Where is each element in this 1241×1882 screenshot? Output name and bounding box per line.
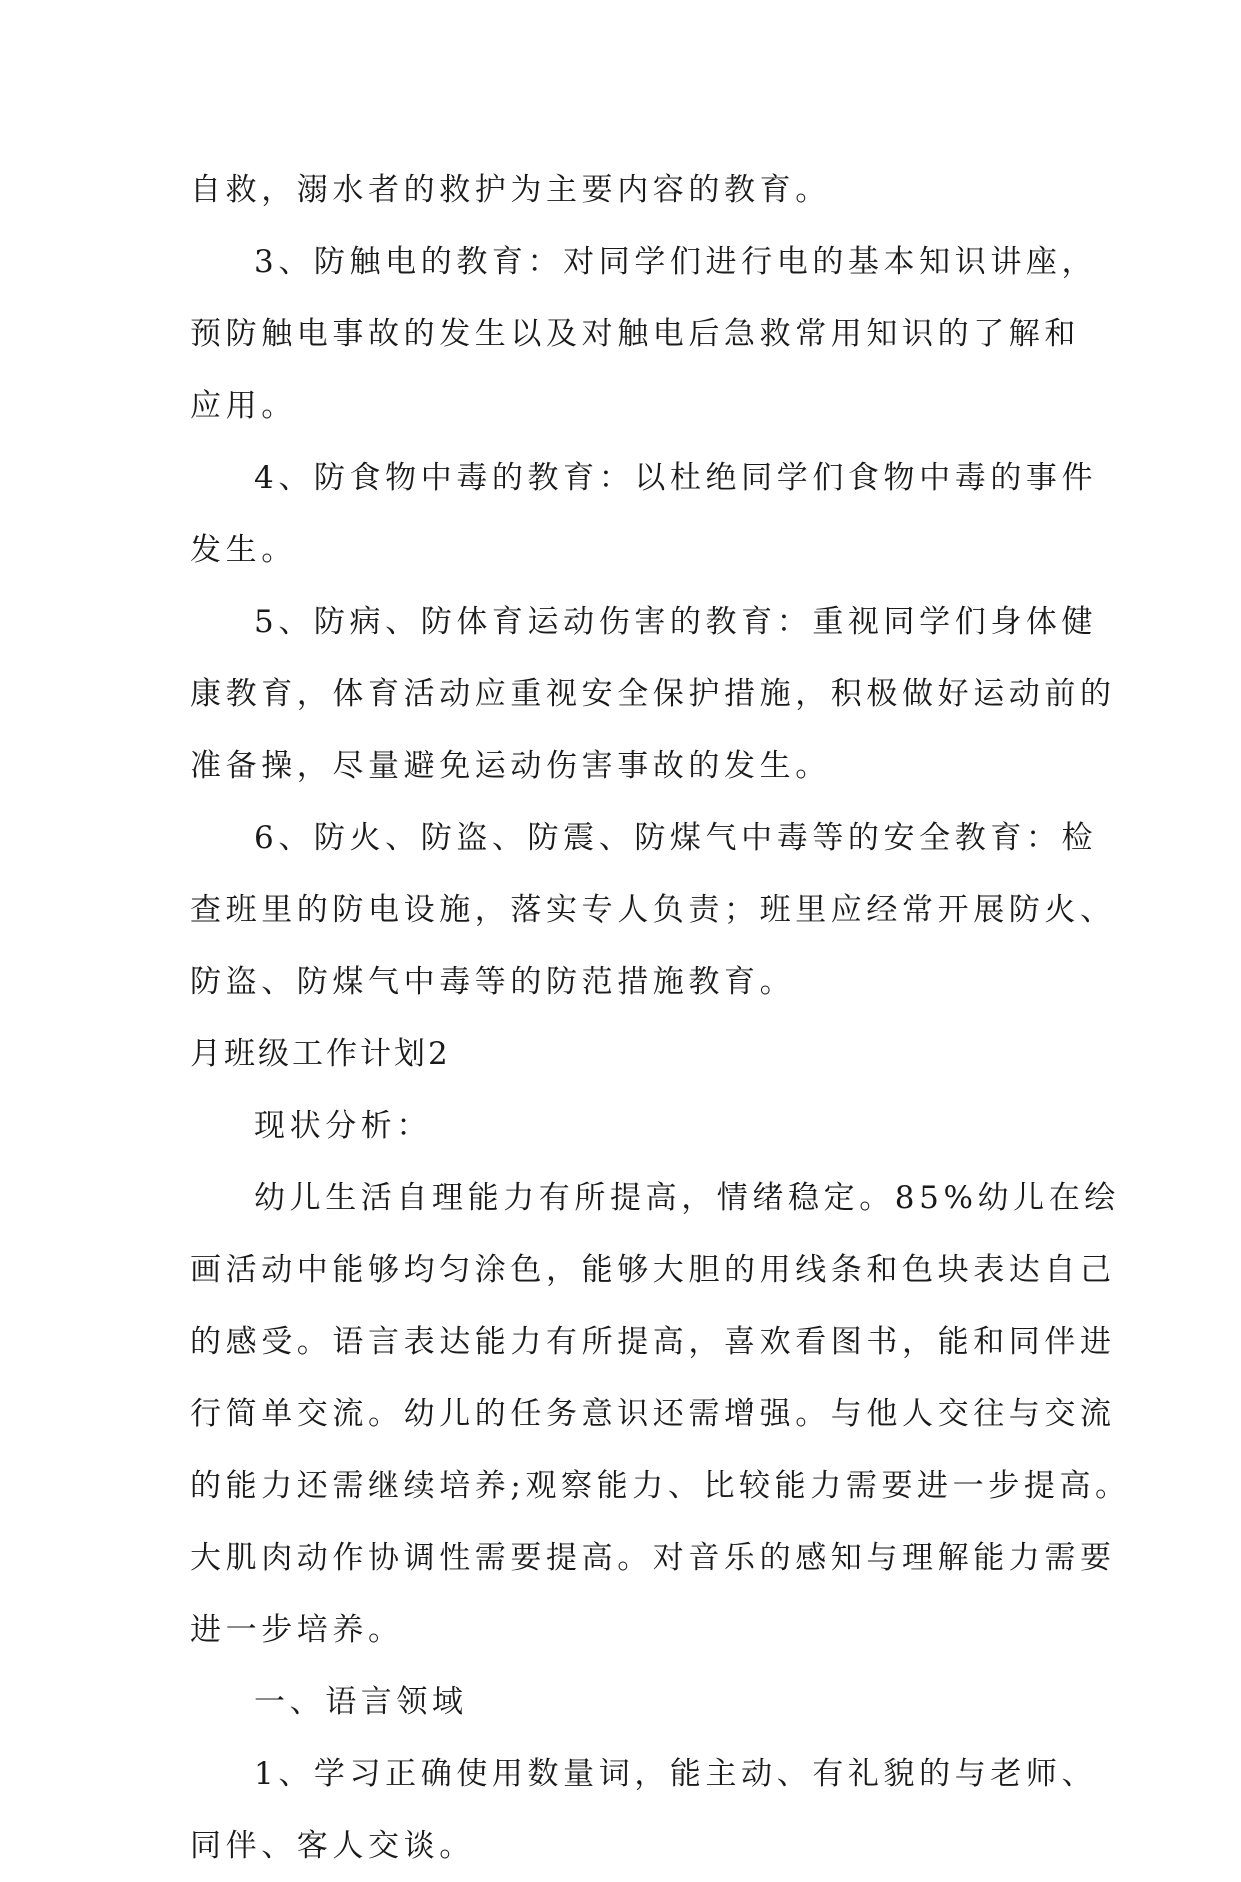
text-line: 康教育，体育活动应重视安全保护措施，积极做好运动前的 xyxy=(190,676,1116,712)
text-line: 5、防病、防体育运动伤害的教育：重视同学们身体健 xyxy=(254,604,1098,640)
text-line: 应用。 xyxy=(190,388,297,424)
text-line: 大肌肉动作协调性需要提高。对音乐的感知与理解能力需要 xyxy=(190,1540,1116,1576)
text-line: 同伴、客人交谈。 xyxy=(190,1828,475,1864)
text-line: 的感受。语言表达能力有所提高，喜欢看图书，能和同伴进 xyxy=(190,1324,1116,1360)
text-line: 查班里的防电设施，落实专人负责；班里应经常开展防火、 xyxy=(190,892,1116,928)
text-line: 幼儿生活自理能力有所提高，情绪稳定。85%幼儿在绘 xyxy=(254,1180,1120,1216)
text-line: 1、学习正确使用数量词，能主动、有礼貌的与老师、 xyxy=(254,1756,1098,1792)
text-line: 发生。 xyxy=(190,532,297,568)
text-line: 进一步培养。 xyxy=(190,1612,404,1648)
text-line: 现状分析： xyxy=(254,1108,432,1144)
text-line: 预防触电事故的发生以及对触电后急救常用知识的了解和 xyxy=(190,316,1080,352)
text-line: 6、防火、防盗、防震、防煤气中毒等的安全教育：检 xyxy=(254,820,1098,856)
text-line: 的能力还需继续培养;观察能力、比较能力需要进一步提高。 xyxy=(190,1468,1131,1504)
text-line: 4、防食物中毒的教育：以杜绝同学们食物中毒的事件 xyxy=(254,460,1098,496)
text-line: 准备操，尽量避免运动伤害事故的发生。 xyxy=(190,748,831,784)
text-line: 自救，溺水者的救护为主要内容的教育。 xyxy=(190,172,831,208)
text-line: 一、语言领域 xyxy=(254,1684,468,1720)
text-line: 防盗、防煤气中毒等的防范措施教育。 xyxy=(190,964,796,1000)
text-line: 画活动中能够均匀涂色，能够大胆的用线条和色块表达自己 xyxy=(190,1252,1116,1288)
text-line: 3、防触电的教育：对同学们进行电的基本知识讲座， xyxy=(254,244,1098,280)
text-line: 行简单交流。幼儿的任务意识还需增强。与他人交往与交流 xyxy=(190,1396,1116,1432)
section-heading: 月班级工作计划2 xyxy=(190,1036,451,1072)
document-page xyxy=(190,154,1131,1882)
